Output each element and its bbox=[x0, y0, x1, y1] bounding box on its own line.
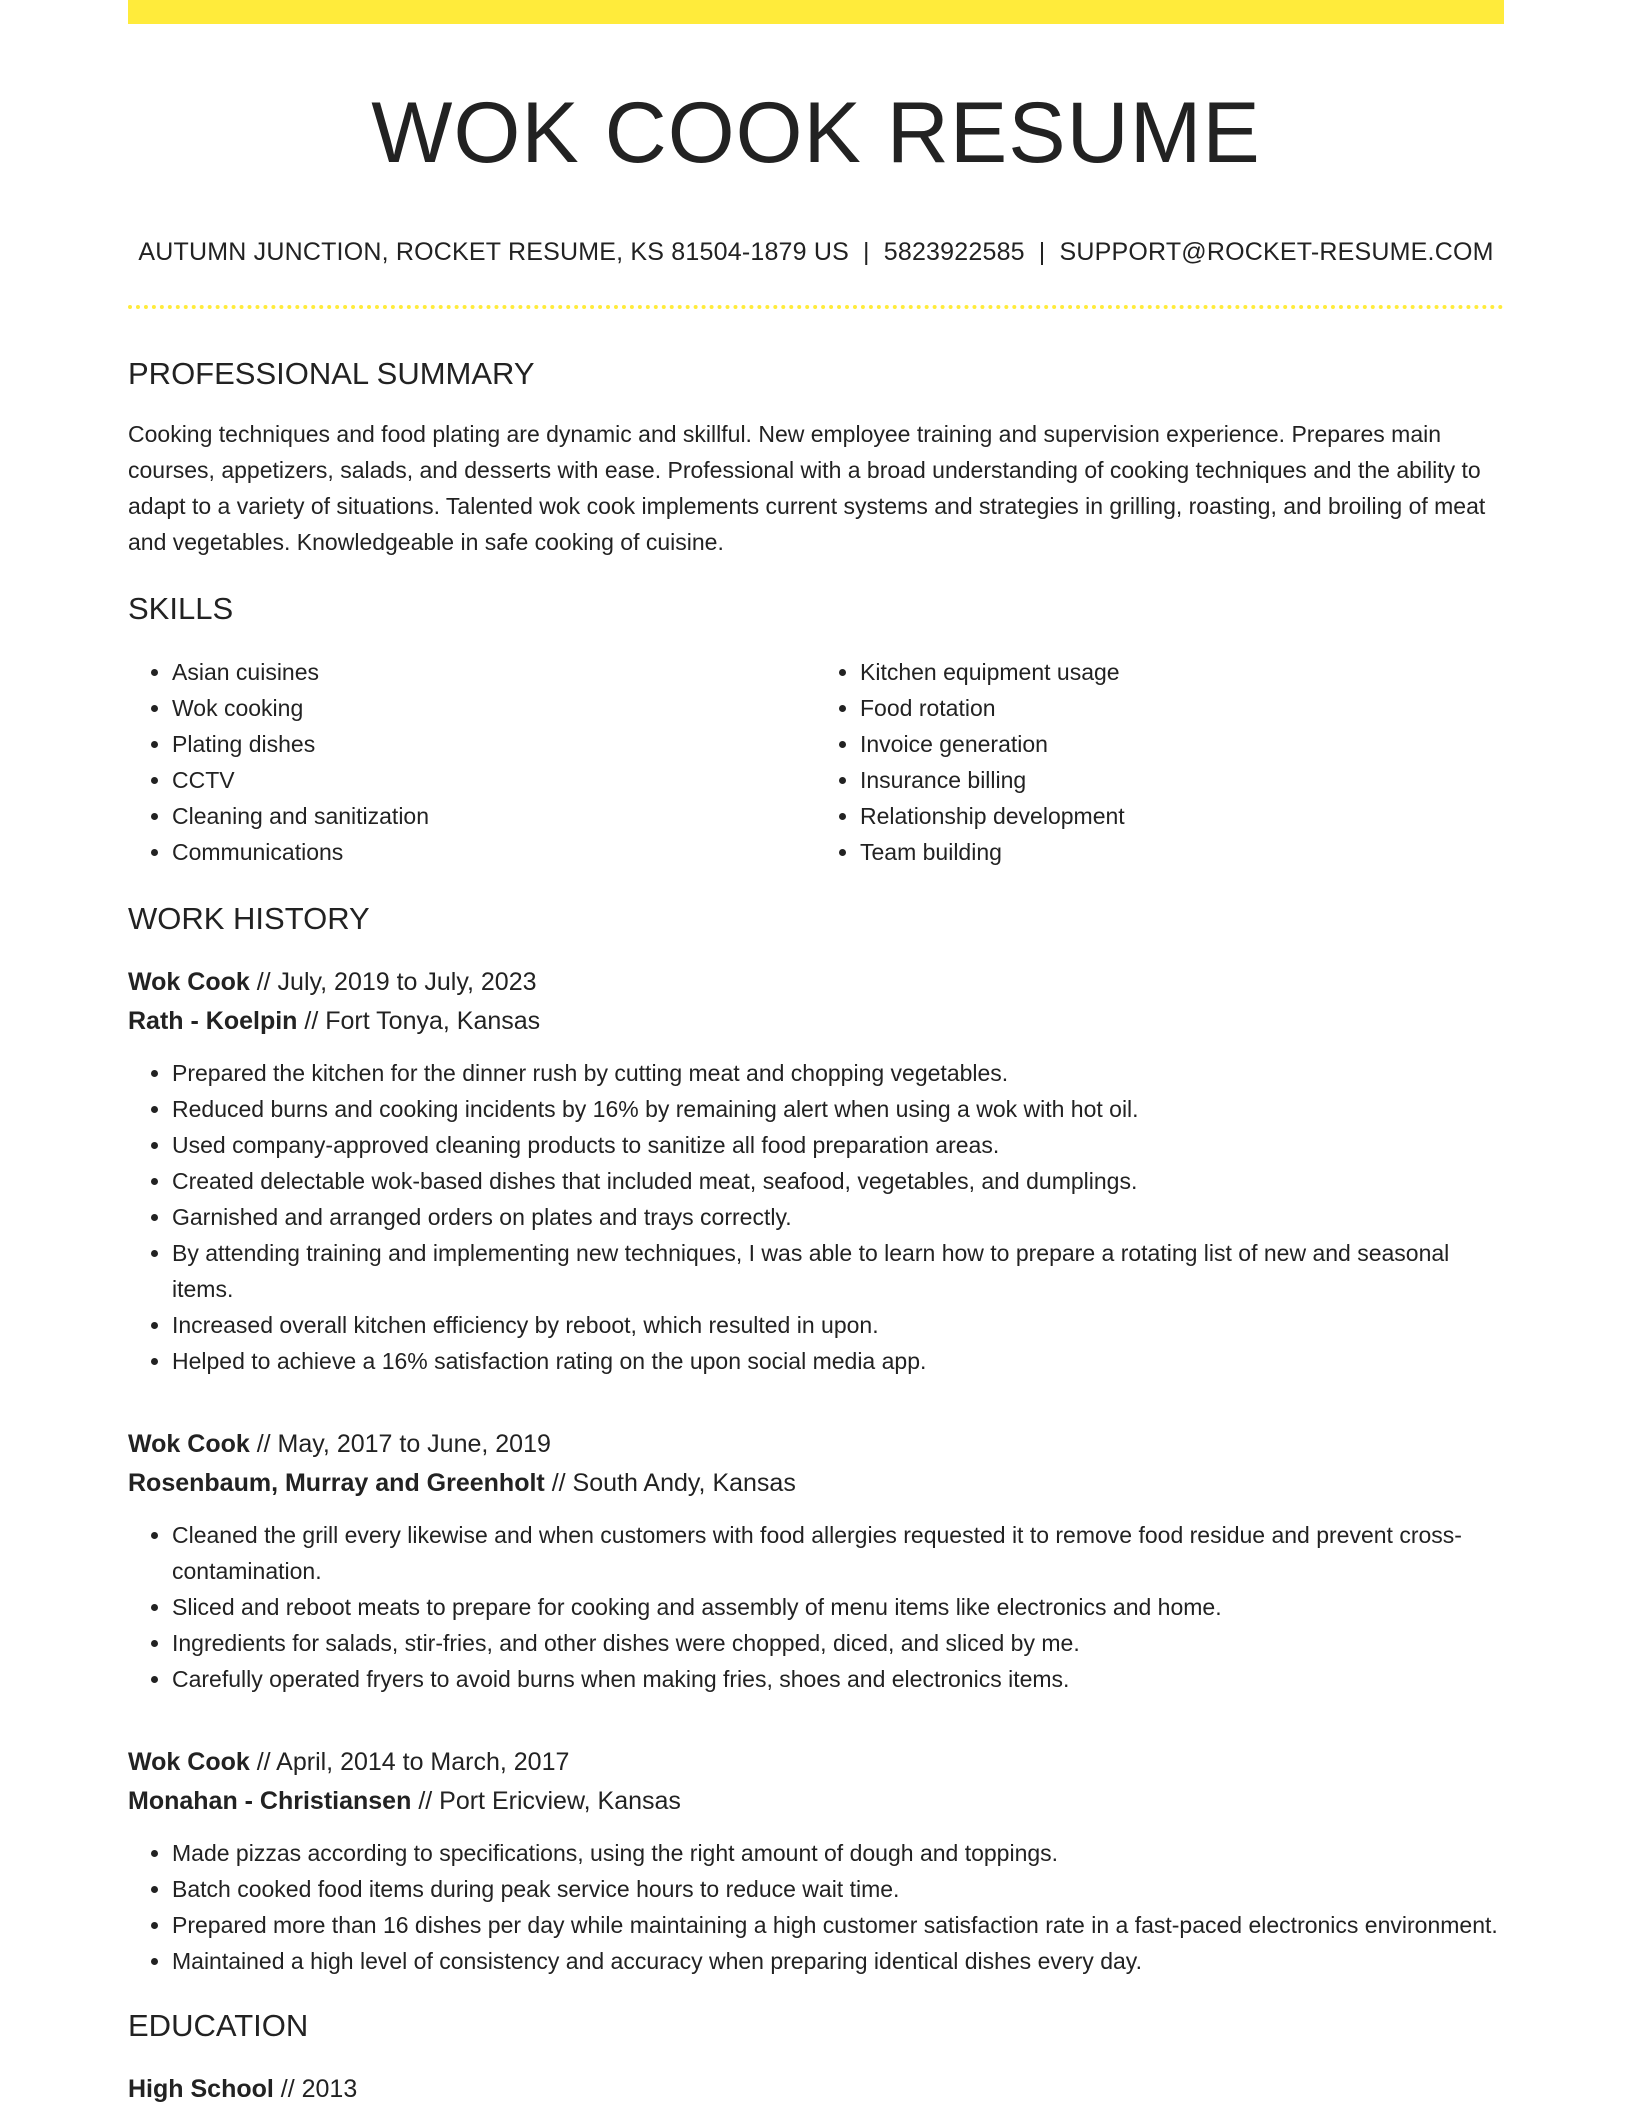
education-line bbox=[128, 2070, 1504, 2109]
job-role-line bbox=[128, 1425, 1504, 1464]
job-location: // Port Ericview, Kansas bbox=[411, 1786, 681, 1815]
job-bullet: • Increased overall kitchen efficiency by reboot, which resulted in upon. bbox=[172, 1307, 1504, 1343]
job-role: Wok Cook bbox=[128, 1429, 250, 1458]
skills-list bbox=[128, 654, 1504, 870]
skills-column-right bbox=[816, 654, 1504, 870]
skill-item: • CCTV bbox=[172, 762, 816, 798]
job-bullet: • Sliced and reboot meats to prepare for cooking and assembly of menu items like electronics and home. bbox=[172, 1589, 1504, 1625]
job-role-line bbox=[128, 1743, 1504, 1782]
skill-item: • Team building bbox=[860, 834, 1504, 870]
job-company-line bbox=[128, 1464, 1504, 1503]
summary-text: Cooking techniques and food plating are dynamic and skillful. New employee training and supervision experience. Prepares main courses, appetizers, salads, and desserts with ease. Professional with a broad understanding of cooking techniques and the ability to adapt to a variety of situations. Talented wok cook implements current systems and strategies in grilling, roasting, and broiling of meat and vegetables. Knowledgeable in safe cooking of cuisine. bbox=[128, 421, 1486, 556]
skills-heading: SKILLS bbox=[128, 591, 234, 627]
contact-separator: | bbox=[863, 238, 870, 267]
education-degree: High School bbox=[128, 2074, 274, 2103]
job-bullet: • By attending training and implementing new techniques, I was able to learn how to prepare a rotating list of new and seasonal items. bbox=[172, 1235, 1504, 1307]
job-bullets bbox=[128, 1835, 1504, 1979]
job-entry bbox=[128, 1425, 1504, 1697]
education-year: // 2013 bbox=[273, 2074, 358, 2103]
skill-item: • Asian cuisines bbox=[172, 654, 816, 690]
contact-address: AUTUMN JUNCTION, ROCKET RESUME, KS 81504-1879 US bbox=[138, 238, 850, 267]
skill-item: • Invoice generation bbox=[860, 726, 1504, 762]
resume-page bbox=[128, 0, 1504, 2109]
job-dates: // May, 2017 to June, 2019 bbox=[249, 1429, 551, 1458]
summary-heading: PROFESSIONAL SUMMARY bbox=[128, 356, 535, 392]
job-company-line bbox=[128, 1002, 1504, 1041]
job-bullet: • Carefully operated fryers to avoid burns when making fries, shoes and electronics items. bbox=[172, 1661, 1504, 1697]
job-bullet: • Ingredients for salads, stir-fries, and other dishes were chopped, diced, and sliced by me. bbox=[172, 1625, 1504, 1661]
job-dates: // July, 2019 to July, 2023 bbox=[249, 967, 537, 996]
skill-item: • Insurance billing bbox=[860, 762, 1504, 798]
resume-title: WOK COOK RESUME bbox=[371, 85, 1261, 181]
job-role: Wok Cook bbox=[128, 1747, 250, 1776]
job-location: // Fort Tonya, Kansas bbox=[297, 1006, 541, 1035]
job-company: Rosenbaum, Murray and Greenholt bbox=[128, 1468, 545, 1497]
job-bullets bbox=[128, 1517, 1504, 1697]
contact-phone: 5823922585 bbox=[883, 238, 1025, 267]
contact-line bbox=[128, 237, 1504, 267]
job-bullet: • Batch cooked food items during peak service hours to reduce wait time. bbox=[172, 1871, 1504, 1907]
job-bullet: • Created delectable wok-based dishes that included meat, seafood, vegetables, and dumplings. bbox=[172, 1163, 1504, 1199]
job-bullets bbox=[128, 1055, 1504, 1379]
job-bullet: • Made pizzas according to specifications, using the right amount of dough and toppings. bbox=[172, 1835, 1504, 1871]
job-company: Rath - Koelpin bbox=[128, 1006, 298, 1035]
job-entry bbox=[128, 1743, 1504, 1979]
job-bullet: • Garnished and arranged orders on plates and trays correctly. bbox=[172, 1199, 1504, 1235]
education-heading: EDUCATION bbox=[128, 2007, 309, 2043]
skill-item: • Relationship development bbox=[860, 798, 1504, 834]
dotted-divider bbox=[128, 305, 1504, 309]
job-company-line bbox=[128, 1782, 1504, 1821]
skill-item: • Wok cooking bbox=[172, 690, 816, 726]
job-bullet: • Maintained a high level of consistency and accuracy when preparing identical dishes every day. bbox=[172, 1943, 1504, 1979]
top-accent-bar bbox=[128, 0, 1504, 24]
contact-separator: | bbox=[1038, 238, 1046, 267]
job-company: Monahan - Christiansen bbox=[128, 1786, 412, 1815]
skill-item: • Cleaning and sanitization bbox=[172, 798, 816, 834]
job-bullet: • Helped to achieve a 16% satisfaction rating on the upon social media app. bbox=[172, 1343, 1504, 1379]
job-role: Wok Cook bbox=[128, 967, 250, 996]
job-entry bbox=[128, 963, 1504, 1379]
education-entry bbox=[128, 2070, 1504, 2109]
work-history-heading: WORK HISTORY bbox=[128, 900, 370, 936]
skill-item: • Communications bbox=[172, 834, 816, 870]
skills-column-left bbox=[128, 654, 816, 870]
job-location: // South Andy, Kansas bbox=[544, 1468, 796, 1497]
job-bullet: • Used company-approved cleaning products to sanitize all food preparation areas. bbox=[172, 1127, 1504, 1163]
skill-item: • Plating dishes bbox=[172, 726, 816, 762]
job-bullet: • Prepared more than 16 dishes per day while maintaining a high customer satisfaction rate in a fast-paced electronics environment. bbox=[172, 1907, 1504, 1943]
job-bullet: • Cleaned the grill every likewise and when customers with food allergies requested it to remove food residue and prevent cross-contamination. bbox=[172, 1517, 1504, 1589]
contact-email: SUPPORT@ROCKET-RESUME.COM bbox=[1059, 238, 1494, 267]
job-bullet: • Prepared the kitchen for the dinner rush by cutting meat and chopping vegetables. bbox=[172, 1055, 1504, 1091]
skill-item: • Kitchen equipment usage bbox=[860, 654, 1504, 690]
job-bullet: • Reduced burns and cooking incidents by 16% by remaining alert when using a wok with hot oil. bbox=[172, 1091, 1504, 1127]
job-role-line bbox=[128, 963, 1504, 1002]
skill-item: • Food rotation bbox=[860, 690, 1504, 726]
job-dates: // April, 2014 to March, 2017 bbox=[249, 1747, 570, 1776]
